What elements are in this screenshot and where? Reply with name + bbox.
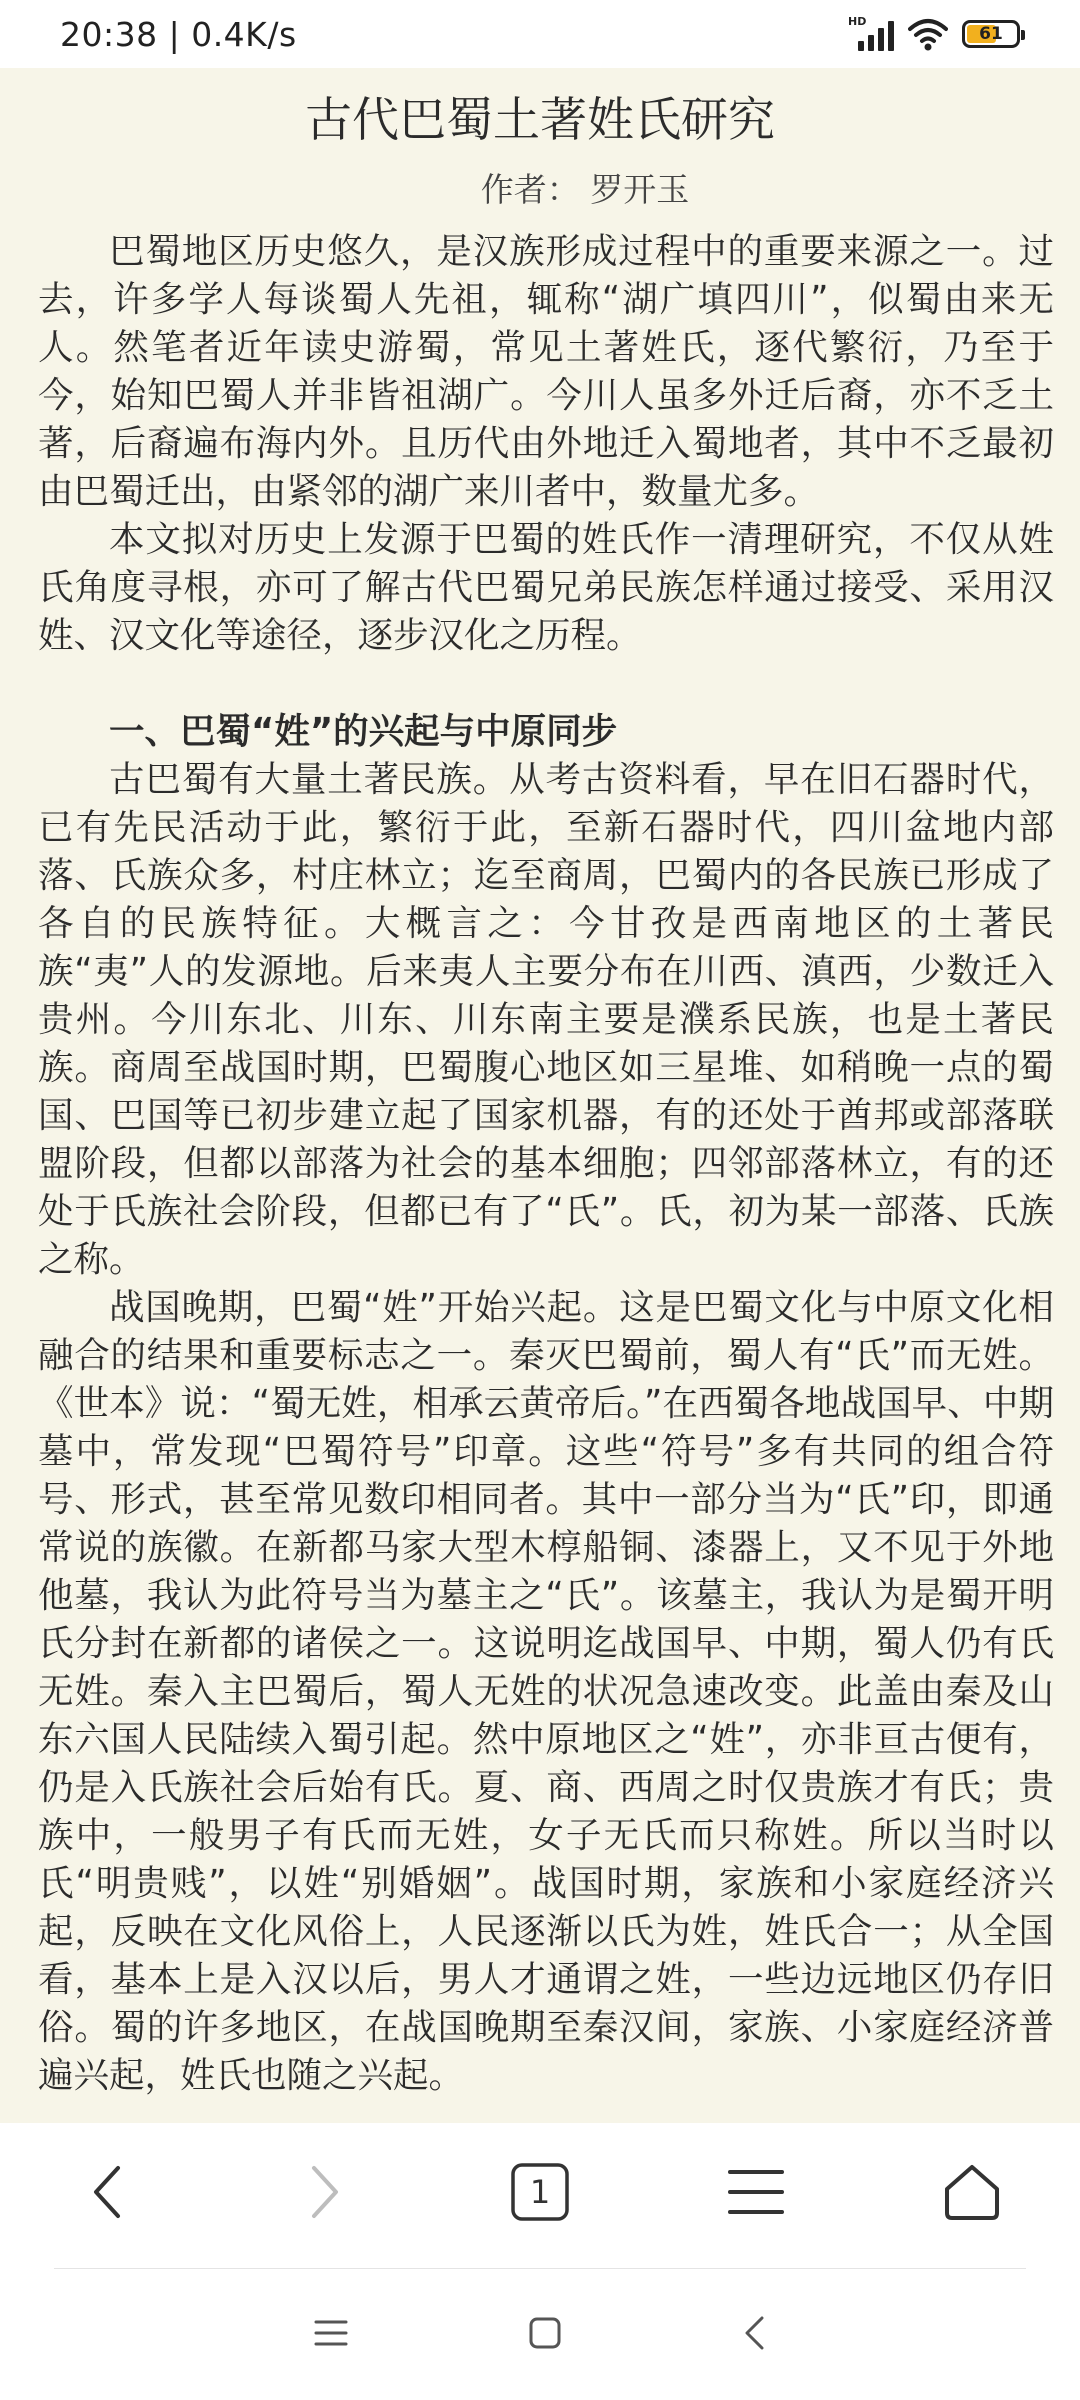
paragraph: 巴蜀地区历史悠久，是汉族形成过程中的重要来源之一。过去，许多学人每谈蜀人先祖，辄称“湖广填四川”，似蜀由来无人。然笔者近年读史游蜀，常见土著姓氏，逐代繁衍，乃至于今，始知巴蜀人并非皆祖湖广。今川人虽多外迁后裔，亦不乏土著，后裔遍布海内外。且历代由外地迁入蜀地者，其中不乏最初由巴蜀迁出，由紧邻的湖广来川者中，数量尤多。 xyxy=(38,231,1054,512)
paragraph: 古巴蜀有大量土著民族。从考古资料看，早在旧石器时代，已有先民活动于此，繁衍于此，至新石器时代，四川盆地内部落、氏族众多，村庄林立；迄至商周，巴蜀内的各民族已形成了各自的民族特征。大概言之：今甘孜是西南地区的土著民族“夷”人的发源地。后来夷人主要分布在川西、滇西，少数迁入贵州。今川东北、川东、川东南主要是濮系民族，也是土著民族。商周至战国时期，巴蜀腹心地区如三星堆、如稍晚一点的蜀国、巴国等已初步建立起了国家机器，有的还处于酋邦或部落联盟阶段，但都以部落为社会的基本细胞；四邻部落林立，有的还处于氏族社会阶段，但都已有了“氏”。氏，初为某一部落、氏族之称。 xyxy=(38,759,1054,1280)
forward-button[interactable] xyxy=(284,2152,364,2232)
menu-icon xyxy=(727,2167,785,2217)
tabs-count: 1 xyxy=(529,2172,551,2211)
chevron-left-icon xyxy=(88,2162,128,2222)
signal-icon xyxy=(848,17,894,51)
system-home-button[interactable] xyxy=(528,2316,562,2354)
wifi-icon xyxy=(908,17,948,51)
section-heading: 一、巴蜀“姓”的兴起与中原同步 xyxy=(109,711,618,752)
status-icons xyxy=(848,17,1020,51)
browser-toolbar xyxy=(0,2123,1080,2260)
author-line xyxy=(0,168,1080,212)
chevron-right-icon xyxy=(304,2162,344,2222)
article-title: 古代巴蜀土著姓氏研究 xyxy=(305,93,775,148)
reader-content[interactable] xyxy=(0,68,1080,2123)
back-button[interactable] xyxy=(68,2152,148,2232)
tabs-button[interactable] xyxy=(500,2152,580,2232)
paragraph: 本文拟对历史上发源于巴蜀的姓氏作一清理研究，不仅从姓氏角度寻根，亦可了解古代巴蜀兄弟民族怎样通过接受、采用汉姓、汉文化等途径，逐步汉化之历程。 xyxy=(38,519,1054,656)
back-triangle-icon xyxy=(742,2315,766,2351)
paragraph: 战国晚期，巴蜀“姓”开始兴起。这是巴蜀文化与中原文化相融合的结果和重要标志之一。秦灭巴蜀前，蜀人有“氏”而无姓。《世本》说：“蜀无姓，相承云黄帝后。”在西蜀各地战国早、中期墓中，常发现“巴蜀符号”印章。这些“符号”多有共同的组合符号、形式，甚至常见数印相同者。其中一部分当为“氏”印，即通常说的族徽。在新都马家大型木椁船铜、漆器上，又不见于外地他墓，我认为此符号当为墓主之“氏”。该墓主，我认为是蜀开明氏分封在新都的诸侯之一。这说明迄战国早、中期，蜀人仍有氏无姓。秦入主巴蜀后，蜀人无姓的状况急速改变。此盖由秦及山东六国人民陆续入蜀引起。然中原地区之“姓”，亦非亘古便有，仍是入氏族社会后始有氏。夏、商、西周之时仅贵族才有氏；贵族中，一般男子有氏而无姓，女子无氏而只称姓。所以当时以氏“明贵贱”，以姓“别婚姻”。战国时期，家族和小家庭经济兴起，反映在文化风俗上，人民逐渐以氏为姓，姓氏合一；从全国看，基本上是入汉以后，男人才通谓之姓，一些边远地区仍存旧俗。蜀的许多地区，在战国晚期至秦汉间，家族、小家庭经济普遍兴起，姓氏也随之兴起。 xyxy=(38,1287,1054,2096)
article-body xyxy=(0,212,1080,2100)
recents-button[interactable] xyxy=(314,2318,348,2352)
battery-icon xyxy=(962,20,1020,48)
system-nav-bar xyxy=(0,2269,1080,2400)
network-type: HD xyxy=(848,15,867,28)
author-label: 作者： xyxy=(480,170,580,209)
author-name: 罗开玉 xyxy=(590,170,690,209)
home-button[interactable] xyxy=(932,2152,1012,2232)
recents-icon xyxy=(314,2318,348,2348)
home-icon xyxy=(941,2161,1003,2223)
battery-level: 61 xyxy=(979,24,1003,44)
square-home-icon xyxy=(528,2316,562,2350)
system-back-button[interactable] xyxy=(742,2315,766,2355)
status-bar xyxy=(0,0,1080,68)
menu-button[interactable] xyxy=(716,2152,796,2232)
status-time-speed: 20:38 | 0.4K/s xyxy=(60,14,297,54)
